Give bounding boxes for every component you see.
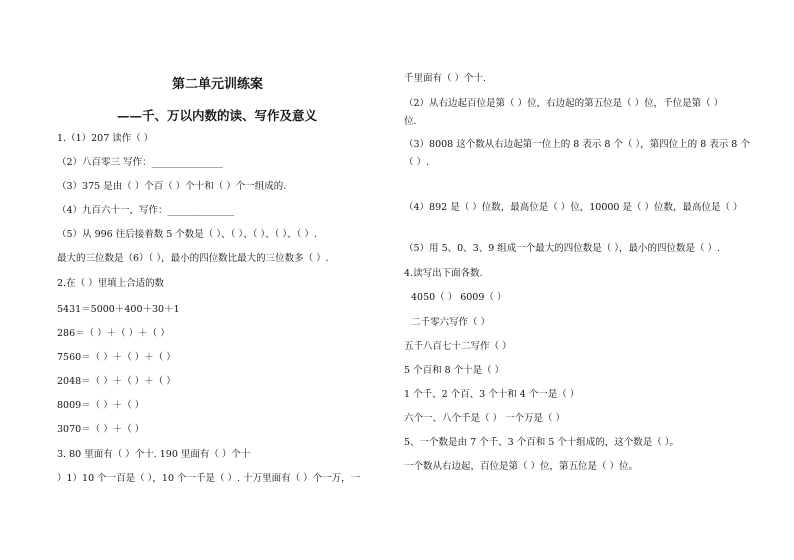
question-1-3: （3）375 是由（ ）个百（ ）个十和（ ）个一组成的. bbox=[57, 181, 287, 192]
question-3-2-cont: 千里面有（ ）个十. bbox=[404, 73, 487, 84]
question-4-write-2: 五千八百七十二写作（ ） bbox=[404, 341, 512, 352]
page-subtitle: ——千、万以内数的读、写作及意义 bbox=[117, 108, 318, 123]
question-2-286: 286＝（ ）＋（ ）＋（ ） bbox=[57, 328, 170, 339]
question-1-6-rest: （6）（ ），最小的四位数比最大的三位数多（ ）. bbox=[123, 253, 329, 264]
question-2-example: 5431＝5000＋400＋30＋1 bbox=[57, 304, 180, 315]
question-2-7560: 7560＝（ ）＋（ ）＋（ ） bbox=[57, 352, 176, 363]
question-4-write-1: 二千零六写作（ ） bbox=[411, 317, 491, 328]
question-1-1: 1.（1）207 读作（ ） bbox=[57, 133, 154, 144]
question-1-5: （5）从 996 往后接着数 5 个数是（ ）、（ ）、（ ）、（ ）、（ ）. bbox=[57, 229, 317, 240]
question-2-3070: 3070＝（ ）＋（ ） bbox=[57, 424, 145, 435]
question-3-6: （5）用 5、0、3、9 组成一个最大的四位数是（ ），最小的四位数是（ ）. bbox=[404, 243, 721, 254]
question-3-4-cont: （ ）. bbox=[404, 157, 430, 168]
question-2-heading: 2.在（ ）里填上合适的数 bbox=[57, 278, 165, 289]
question-3-4: （3）8008 这个数从右边起第一位上的 8 表示 8 个（ ），第四位上的 8 表示 8 个 bbox=[404, 139, 750, 150]
question-3-2: ）1）10 个一百是（ ），10 个一千是（ ）. 十万里面有（ ）个一万，一 bbox=[57, 473, 361, 484]
question-5-1: 5、一个数是由 7 个千、3 个百和 5 个十组成的，这个数是（ ）。 bbox=[404, 437, 680, 448]
question-2-2048: 2048＝（ ）＋（ ）＋（ ） bbox=[57, 376, 176, 387]
question-3-3: （2）从右边起百位是第（ ）位，右边起的第五位是（ ）位，千位是第（ ） bbox=[404, 98, 724, 109]
question-3-5: （4）892 是（ ）位数，最高位是（ ）位，10000 是（ ）位数，最高位是（ ） bbox=[404, 202, 743, 213]
question-1-6-prefix: 最大的三位数是 bbox=[57, 253, 124, 264]
question-1-6 bbox=[57, 253, 329, 265]
question-4-write-5: 六个一、八个千是（ ） 一个万是（ ） bbox=[404, 413, 566, 424]
question-1-2: （2）八百零三 写作：_______________ bbox=[57, 157, 223, 168]
question-2-8009: 8009＝（ ）＋（ ） bbox=[57, 400, 145, 411]
question-4-heading: 4.读写出下面各数. bbox=[404, 268, 483, 279]
question-4-read: 4050（ ） 6009（ ） bbox=[411, 292, 507, 303]
page-title: 第二单元训练案 bbox=[172, 77, 264, 92]
question-1-4: （4）九百六十一，写作：______________ bbox=[57, 205, 235, 216]
question-5-2: 一个数从右边起，百位是第（ ）位，第五位是（ ）位。 bbox=[404, 461, 639, 472]
question-3-3-cont: 位. bbox=[404, 116, 417, 127]
question-4-write-4: 1 个千、2 个百、3 个十和 4 个一是（ ） bbox=[404, 389, 580, 400]
question-4-write-3: 5 个百和 8 个十是（ ） bbox=[404, 365, 505, 376]
question-3-1: 3. 80 里面有（ ）个十. 190 里面有（ ）个十 bbox=[57, 449, 251, 460]
